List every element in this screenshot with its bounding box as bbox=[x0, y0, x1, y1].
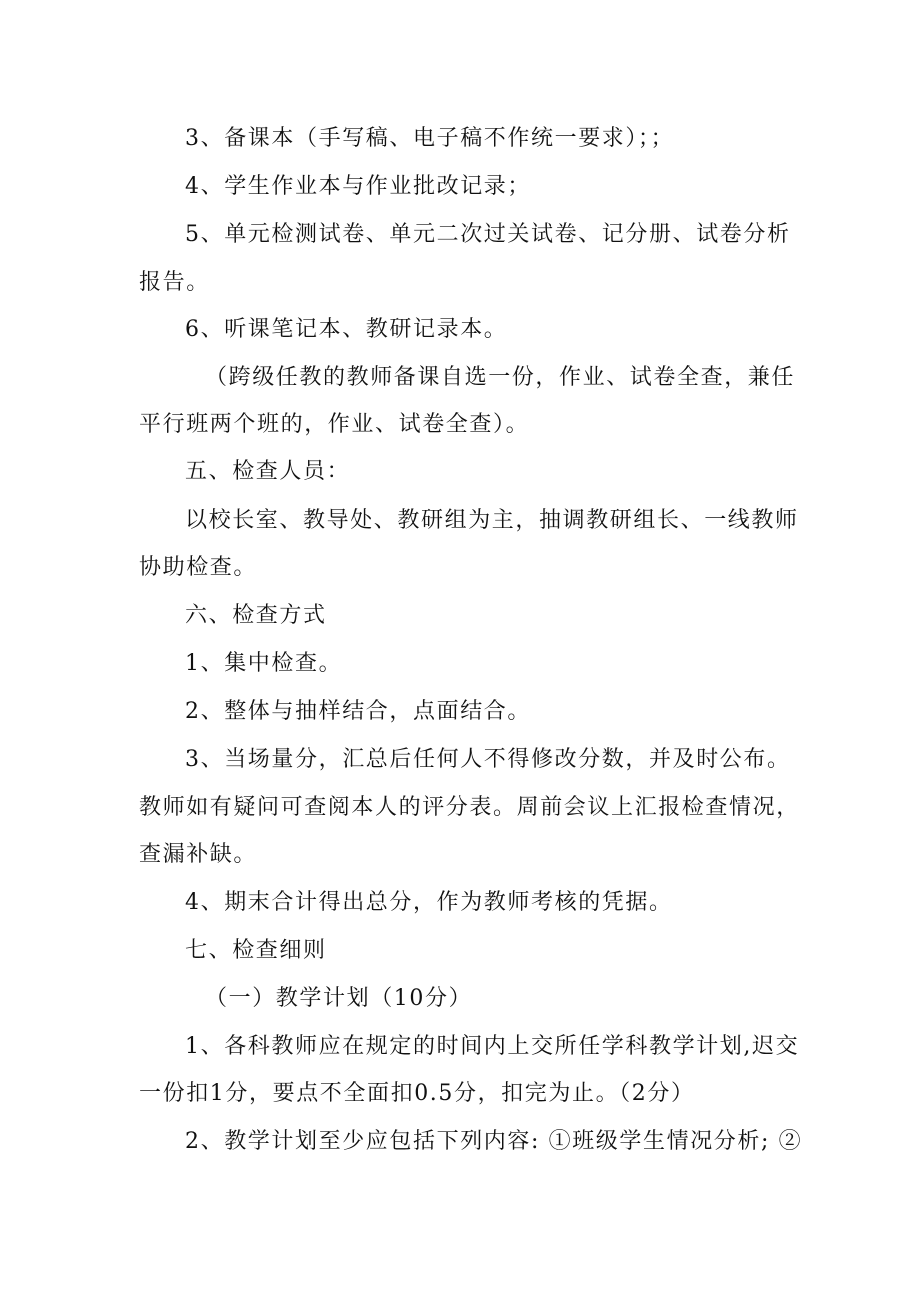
text-line: （跨级任教的教师备课自选一份，作业、试卷全查，兼任 bbox=[205, 365, 796, 390]
text-line: 一份扣1分，要点不全面扣0.5分，扣完为止。（2分） bbox=[139, 1081, 695, 1106]
text-line: 3、备课本（手写稿、电子稿不作统一要求）；； bbox=[185, 126, 675, 151]
text-line: 协助检查。 bbox=[139, 555, 258, 580]
text-line: 以校长室、教导处、教研组为主，抽调教研组长、一线教师 bbox=[185, 508, 799, 533]
text-line: 4、期末合计得出总分，作为教师考核的凭据。 bbox=[185, 890, 673, 915]
text-line: 6、听课笔记本、教研记录本。 bbox=[185, 317, 508, 342]
text-line: 5、单元检测试卷、单元二次过关试卷、记分册、试卷分析 bbox=[185, 222, 791, 247]
section-heading: 六、检查方式 bbox=[185, 603, 327, 628]
text-line: 2、教学计划至少应包括下列内容: ①班级学生情况分析; ② bbox=[185, 1129, 803, 1154]
section-heading: 七、检查细则 bbox=[185, 938, 327, 963]
text-line: 4、学生作业本与作业批改记录； bbox=[185, 174, 531, 199]
text-line: 教师如有疑问可查阅本人的评分表。周前会议上汇报检查情况， bbox=[139, 795, 800, 820]
text-line: 报告。 bbox=[139, 270, 210, 295]
text-line: 3、当场量分，汇总后任何人不得修改分数，并及时公布。 bbox=[185, 747, 791, 772]
section-heading: 五、检查人员： bbox=[185, 459, 351, 484]
text-line: 平行班两个班的，作业、试卷全查）。 bbox=[139, 412, 530, 437]
text-line: 1、集中检查。 bbox=[185, 651, 343, 676]
text-line: 2、整体与抽样结合，点面结合。 bbox=[185, 699, 531, 724]
text-line: 查漏补缺。 bbox=[139, 842, 258, 867]
subsection-heading: （一）教学计划（10分） bbox=[205, 986, 473, 1011]
text-line: 1、各科教师应在规定的时间内上交所任学科教学计划,迟交 bbox=[185, 1034, 800, 1059]
